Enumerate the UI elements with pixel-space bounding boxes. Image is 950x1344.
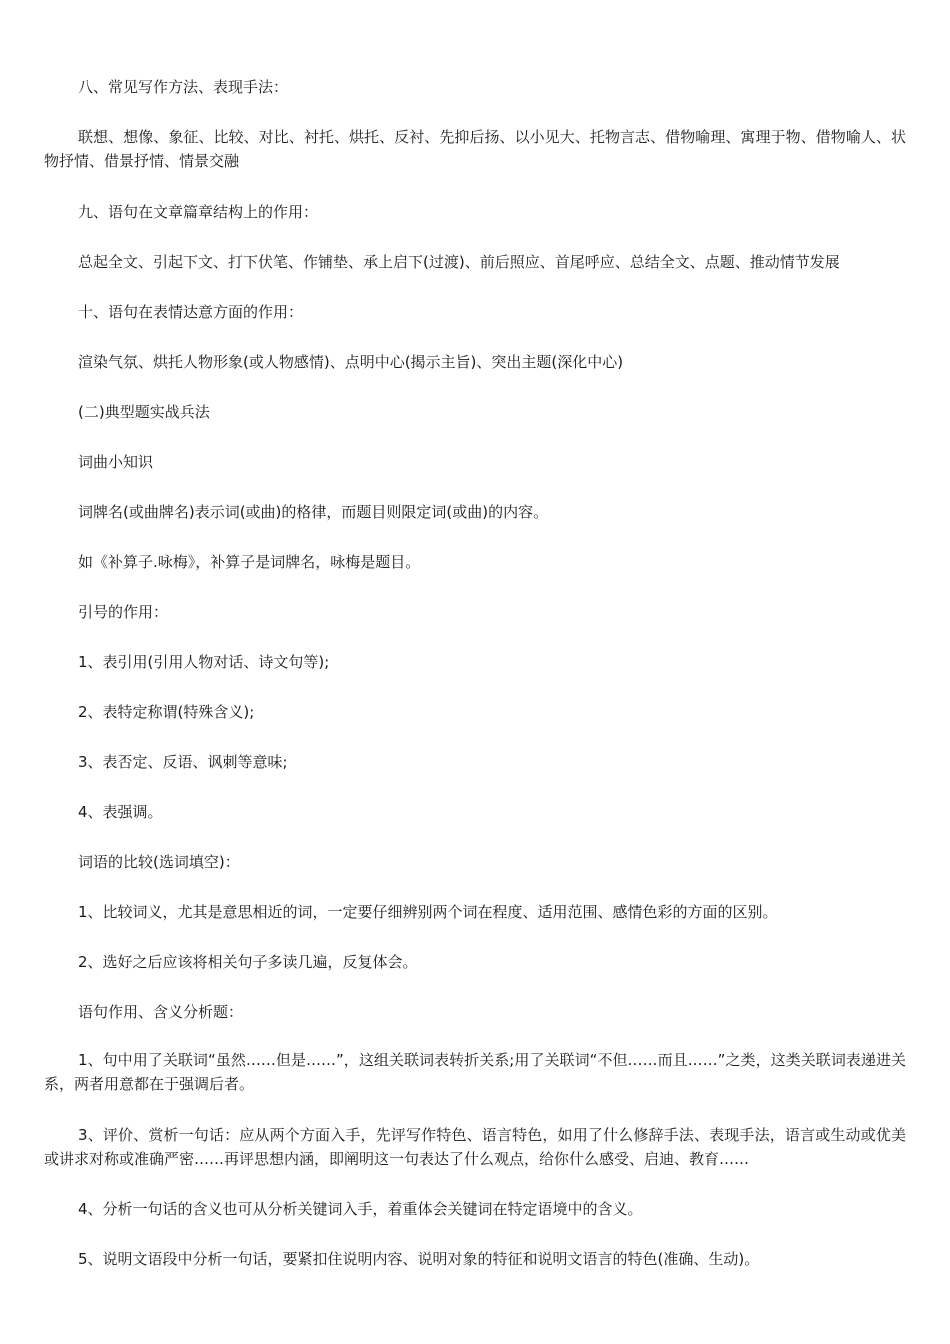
quotation-item-4: 4、表强调。	[78, 803, 163, 821]
quotation-item-1: 1、表引用(引用人物对话、诗文句等);	[78, 653, 330, 671]
structure-function-list: 总起全文、引起下文、打下伏笔、作铺垫、承上启下(过渡)、前后照应、首尾呼应、总结全文、点题、推动情节发展	[78, 253, 840, 271]
writing-methods-list: 联想、想像、象征、比较、对比、衬托、烘托、反衬、先抑后扬、以小见大、托物言志、借物喻理、寓理于物、借物喻人、状物抒情、借景抒情、情景交融	[44, 128, 906, 170]
heading-typical-questions: (二)典型题实战兵法	[78, 403, 210, 421]
heading-structure-function: 九、语句在文章篇章结构上的作用：	[78, 203, 319, 221]
word-comparison-item-2: 2、选好之后应该将相关句子多读几遍，反复体会。	[78, 953, 418, 971]
heading-sentence-analysis: 语句作用、含义分析题：	[78, 1003, 244, 1021]
sentence-analysis-item-1: 1、句中用了关联词“虽然……但是……”，这组关联词表转折关系;用了关联词“不但……而且……”之类，这类关联词表递进关系，两者用意都在于强调后者。	[44, 1051, 906, 1093]
heading-writing-methods: 八、常见写作方法、表现手法：	[78, 78, 289, 96]
quotation-item-3: 3、表否定、反语、讽刺等意味;	[78, 753, 288, 771]
heading-quotation-marks: 引号的作用：	[78, 603, 169, 621]
sentence-analysis-item-4: 4、分析一句话的含义也可从分析关键词入手，着重体会关键词在特定语境中的含义。	[78, 1200, 643, 1218]
word-comparison-item-1: 1、比较词义，尤其是意思相近的词，一定要仔细辨别两个词在程度、适用范围、感情色彩的方面的区别。	[78, 903, 778, 921]
ci-qu-example: 如《补算子.咏梅》，补算子是词牌名，咏梅是题目。	[78, 553, 421, 571]
expression-function-list: 渲染气氛、烘托人物形象(或人物感情)、点明中心(揭示主旨)、突出主题(深化中心)	[78, 353, 624, 371]
quotation-item-2: 2、表特定称谓(特殊含义);	[78, 703, 255, 721]
heading-word-comparison: 词语的比较(选词填空)：	[78, 853, 240, 871]
sentence-analysis-item-5: 5、说明文语段中分析一句话，要紧扣住说明内容、说明对象的特征和说明文语言的特色(准确、生动)。	[78, 1250, 760, 1268]
ci-qu-explanation: 词牌名(或曲牌名)表示词(或曲)的格律，而题目则限定词(或曲)的内容。	[78, 503, 549, 521]
sentence-analysis-item-3: 3、评价、赏析一句话：应从两个方面入手，先评写作特色、语言特色，如用了什么修辞手法、表现手法，语言或生动或优美或讲求对称或准确严密……再评思想内涵，即阐明这一句表达了什么观点，给你什么感受、启迪、教育……	[44, 1126, 906, 1168]
heading-ci-qu-knowledge: 词曲小知识	[78, 453, 154, 471]
heading-expression-function: 十、语句在表情达意方面的作用：	[78, 303, 304, 321]
